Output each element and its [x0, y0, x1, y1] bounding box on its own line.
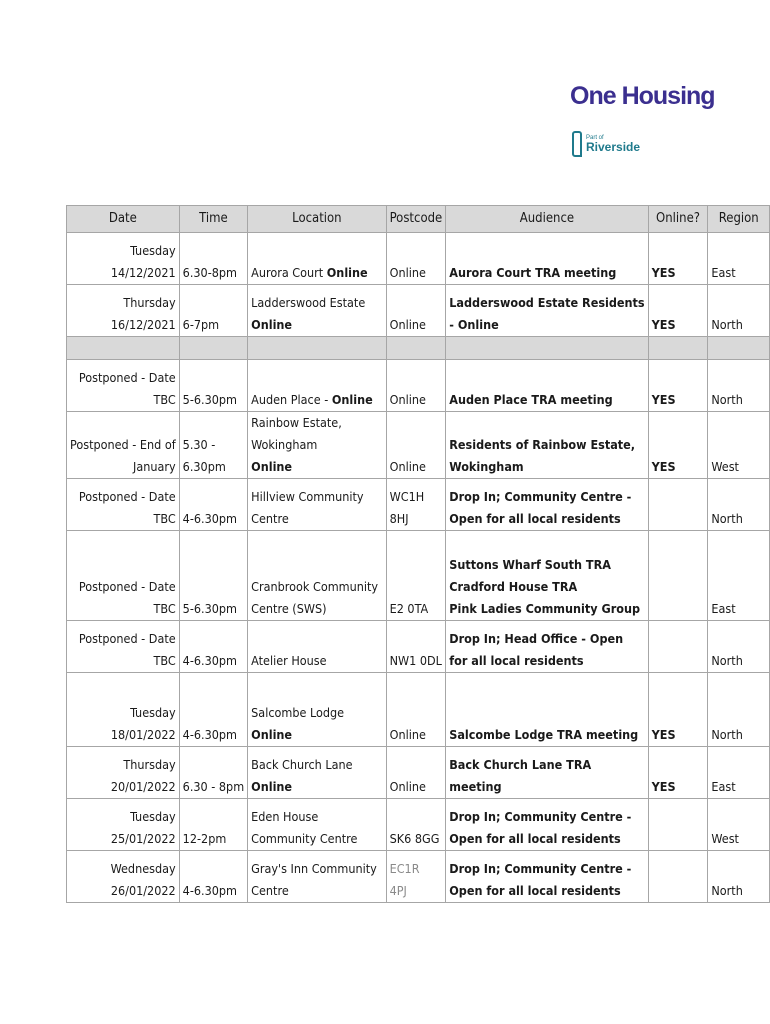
table-row	[67, 360, 770, 412]
time-cell	[179, 673, 247, 747]
separator-cell	[248, 337, 386, 360]
postcode-text: Online	[389, 727, 426, 742]
table-row	[67, 851, 770, 903]
location-online-label: Online	[326, 265, 368, 280]
header-date: Date	[67, 206, 180, 233]
time-text: 5-6.30pm	[182, 392, 238, 407]
time-cell	[179, 360, 247, 412]
postcode-cell	[386, 799, 446, 851]
online-cell	[648, 851, 708, 903]
audience-cell	[446, 673, 648, 747]
time-cell	[179, 285, 247, 337]
date-cell	[67, 412, 180, 479]
date-text: Thursday	[123, 295, 176, 310]
riverside-logo	[572, 131, 640, 157]
brand-title: One Housing	[570, 82, 715, 110]
separator-cell	[386, 337, 446, 360]
time-cell	[179, 412, 247, 479]
time-cell	[179, 851, 247, 903]
separator-row	[67, 337, 770, 360]
date-cell	[67, 799, 180, 851]
separator-cell	[648, 337, 708, 360]
table-row	[67, 621, 770, 673]
audience-text: Suttons Wharf South TRA	[449, 557, 611, 572]
time-text: 6.30-8pm	[182, 265, 238, 280]
header-online: Online?	[648, 206, 708, 233]
region-value: North	[711, 653, 743, 668]
table-row	[67, 799, 770, 851]
audience-text: Cradford House TRA	[449, 579, 578, 594]
online-cell	[648, 412, 708, 479]
location-online-label: Online	[251, 459, 293, 474]
online-value: YES	[651, 459, 676, 474]
riverside-r-icon	[572, 131, 582, 157]
postcode-text: WC1H	[389, 489, 425, 504]
region-value: West	[711, 459, 739, 474]
audience-cell	[446, 621, 648, 673]
date-text: Postponed - Date	[78, 579, 176, 594]
online-value: YES	[651, 779, 676, 794]
location-online-label: Online	[251, 727, 293, 742]
postcode-text: 8HJ	[389, 511, 409, 526]
location-cell	[248, 479, 386, 531]
table-row	[67, 412, 770, 479]
date-cell	[67, 479, 180, 531]
date-cell	[67, 851, 180, 903]
online-cell	[648, 360, 708, 412]
date-cell	[67, 360, 180, 412]
audience-text: meeting	[449, 779, 502, 794]
region-cell	[708, 479, 770, 531]
postcode-text: Online	[389, 392, 426, 407]
location-online-label: Online	[251, 317, 293, 332]
region-cell	[708, 747, 770, 799]
postcode-cell	[386, 673, 446, 747]
region-value: North	[711, 511, 743, 526]
online-value: YES	[651, 392, 676, 407]
time-cell	[179, 233, 247, 285]
header-time: Time	[179, 206, 247, 233]
date-cell	[67, 673, 180, 747]
postcode-cell	[386, 412, 446, 479]
postcode-cell	[386, 360, 446, 412]
date-text: Postponed - Date	[78, 489, 176, 504]
audience-text: for all local residents	[449, 653, 584, 668]
date-text: January	[133, 459, 176, 474]
postcode-text: NW1 0DL	[389, 653, 442, 668]
postcode-cell	[386, 621, 446, 673]
postcode-text: EC1R	[389, 861, 420, 876]
header-location: Location	[248, 206, 386, 233]
online-value: YES	[651, 317, 676, 332]
date-text: 18/01/2022	[110, 727, 176, 742]
audience-cell	[446, 479, 648, 531]
audience-text: Drop In; Community Centre -	[449, 809, 632, 824]
audience-text: Ladderswood Estate Residents	[449, 295, 645, 310]
location-cell	[248, 412, 386, 479]
online-cell	[648, 479, 708, 531]
online-cell	[648, 531, 708, 621]
audience-cell	[446, 412, 648, 479]
audience-text: Open for all local residents	[449, 511, 621, 526]
postcode-text: Online	[389, 265, 426, 280]
audience-cell	[446, 851, 648, 903]
region-cell	[708, 412, 770, 479]
postcode-cell	[386, 233, 446, 285]
postcode-cell	[386, 285, 446, 337]
region-cell	[708, 285, 770, 337]
date-text: Postponed - End of	[70, 437, 176, 452]
riverside-label: Riverside	[586, 140, 641, 154]
date-cell	[67, 285, 180, 337]
time-text: 6-7pm	[182, 317, 220, 332]
audience-text: Residents of Rainbow Estate,	[449, 437, 636, 452]
online-cell	[648, 285, 708, 337]
location-name: Rainbow Estate, Wokingham	[251, 415, 342, 452]
location-name: Ladderswood Estate	[251, 295, 366, 310]
location-name: Aurora Court	[251, 265, 324, 280]
region-value: East	[711, 265, 736, 280]
time-text: 4-6.30pm	[182, 511, 238, 526]
audience-text: - Online	[449, 317, 499, 332]
location-cell	[248, 233, 386, 285]
region-cell	[708, 360, 770, 412]
separator-cell	[179, 337, 247, 360]
table-row	[67, 673, 770, 747]
postcode-text: SK6 8GG	[389, 831, 440, 846]
postcode-text: 4PJ	[389, 883, 407, 898]
location-cell	[248, 285, 386, 337]
online-cell	[648, 673, 708, 747]
date-text: 25/01/2022	[110, 831, 176, 846]
table-row	[67, 479, 770, 531]
header-postcode: Postcode	[386, 206, 446, 233]
date-text: Tuesday	[130, 243, 176, 258]
meeting-schedule-table	[66, 205, 770, 903]
audience-text: Aurora Court TRA meeting	[449, 265, 617, 280]
audience-text: Salcombe Lodge TRA meeting	[449, 727, 639, 742]
online-cell	[648, 233, 708, 285]
location-cell	[248, 531, 386, 621]
region-value: North	[711, 727, 743, 742]
separator-cell	[708, 337, 770, 360]
location-name: Salcombe Lodge	[251, 705, 345, 720]
audience-text: Open for all local residents	[449, 831, 621, 846]
postcode-text: Online	[389, 317, 426, 332]
date-cell	[67, 233, 180, 285]
region-cell	[708, 233, 770, 285]
audience-text: Auden Place TRA meeting	[449, 392, 613, 407]
table-row	[67, 233, 770, 285]
postcode-text: E2 0TA	[389, 601, 429, 616]
location-name: Eden House Community Centre	[251, 809, 358, 846]
date-text: Wednesday	[110, 861, 176, 876]
time-cell	[179, 747, 247, 799]
audience-cell	[446, 285, 648, 337]
postcode-text: Online	[389, 459, 426, 474]
location-name: Auden Place -	[251, 392, 329, 407]
audience-cell	[446, 747, 648, 799]
audience-cell	[446, 360, 648, 412]
region-cell	[708, 531, 770, 621]
postcode-text: Online	[389, 779, 426, 794]
time-text: 4-6.30pm	[182, 883, 238, 898]
time-text: 6.30pm	[182, 459, 226, 474]
postcode-cell	[386, 531, 446, 621]
header-audience: Audience	[446, 206, 648, 233]
audience-text: Drop In; Head Office - Open	[449, 631, 624, 646]
online-cell	[648, 799, 708, 851]
online-cell	[648, 747, 708, 799]
online-value: YES	[651, 265, 676, 280]
header-row	[67, 206, 770, 233]
time-text: 5-6.30pm	[182, 601, 238, 616]
date-text: TBC	[153, 511, 176, 526]
time-text: 6.30 - 8pm	[182, 779, 245, 794]
date-cell	[67, 621, 180, 673]
date-text: Tuesday	[130, 705, 176, 720]
postcode-cell	[386, 747, 446, 799]
date-text: 16/12/2021	[110, 317, 176, 332]
time-text: 12-2pm	[182, 831, 227, 846]
location-cell	[248, 747, 386, 799]
separator-cell	[446, 337, 648, 360]
date-text: 26/01/2022	[110, 883, 176, 898]
audience-cell	[446, 531, 648, 621]
one-housing-logo	[570, 82, 715, 111]
audience-text: Open for all local residents	[449, 883, 621, 898]
date-text: 14/12/2021	[110, 265, 176, 280]
date-text: TBC	[153, 653, 176, 668]
separator-cell	[67, 337, 180, 360]
part-of-label: Part of	[586, 135, 604, 141]
audience-cell	[446, 799, 648, 851]
postcode-cell	[386, 851, 446, 903]
time-cell	[179, 531, 247, 621]
header-region: Region	[708, 206, 770, 233]
location-cell	[248, 360, 386, 412]
location-online-label: Online	[251, 779, 293, 794]
audience-cell	[446, 233, 648, 285]
time-text: 5.30 -	[182, 437, 216, 452]
region-cell	[708, 673, 770, 747]
table-row	[67, 285, 770, 337]
date-text: Postponed - Date	[78, 631, 176, 646]
audience-text: Drop In; Community Centre -	[449, 861, 632, 876]
online-cell	[648, 621, 708, 673]
date-text: Postponed - Date	[78, 370, 176, 385]
date-text: TBC	[153, 601, 176, 616]
date-cell	[67, 531, 180, 621]
date-text: Thursday	[123, 757, 176, 772]
location-cell	[248, 621, 386, 673]
date-text: 20/01/2022	[110, 779, 176, 794]
location-cell	[248, 799, 386, 851]
time-cell	[179, 479, 247, 531]
location-online-label: Online	[331, 392, 373, 407]
region-cell	[708, 621, 770, 673]
region-cell	[708, 851, 770, 903]
region-value: East	[711, 779, 736, 794]
table-row	[67, 747, 770, 799]
time-cell	[179, 799, 247, 851]
region-value: North	[711, 883, 743, 898]
location-name: Back Church Lane	[251, 757, 353, 772]
time-cell	[179, 621, 247, 673]
date-cell	[67, 747, 180, 799]
time-text: 4-6.30pm	[182, 727, 238, 742]
location-name: Atelier House	[251, 653, 327, 668]
online-value: YES	[651, 727, 676, 742]
audience-text: Wokingham	[449, 459, 524, 474]
location-cell	[248, 851, 386, 903]
audience-text: Pink Ladies Community Group	[449, 601, 641, 616]
time-text: 4-6.30pm	[182, 653, 238, 668]
table-row	[67, 531, 770, 621]
postcode-cell	[386, 479, 446, 531]
region-value: West	[711, 831, 739, 846]
region-cell	[708, 799, 770, 851]
location-name: Hillview Community Centre	[251, 489, 364, 526]
region-value: North	[711, 392, 743, 407]
audience-text: Back Church Lane TRA	[449, 757, 592, 772]
location-cell	[248, 673, 386, 747]
audience-text: Drop In; Community Centre -	[449, 489, 632, 504]
region-value: North	[711, 317, 743, 332]
location-name: Cranbrook Community Centre (SWS)	[251, 579, 379, 616]
date-text: TBC	[153, 392, 176, 407]
date-text: Tuesday	[130, 809, 176, 824]
region-value: East	[711, 601, 736, 616]
location-name: Gray's Inn Community Centre	[251, 861, 377, 898]
